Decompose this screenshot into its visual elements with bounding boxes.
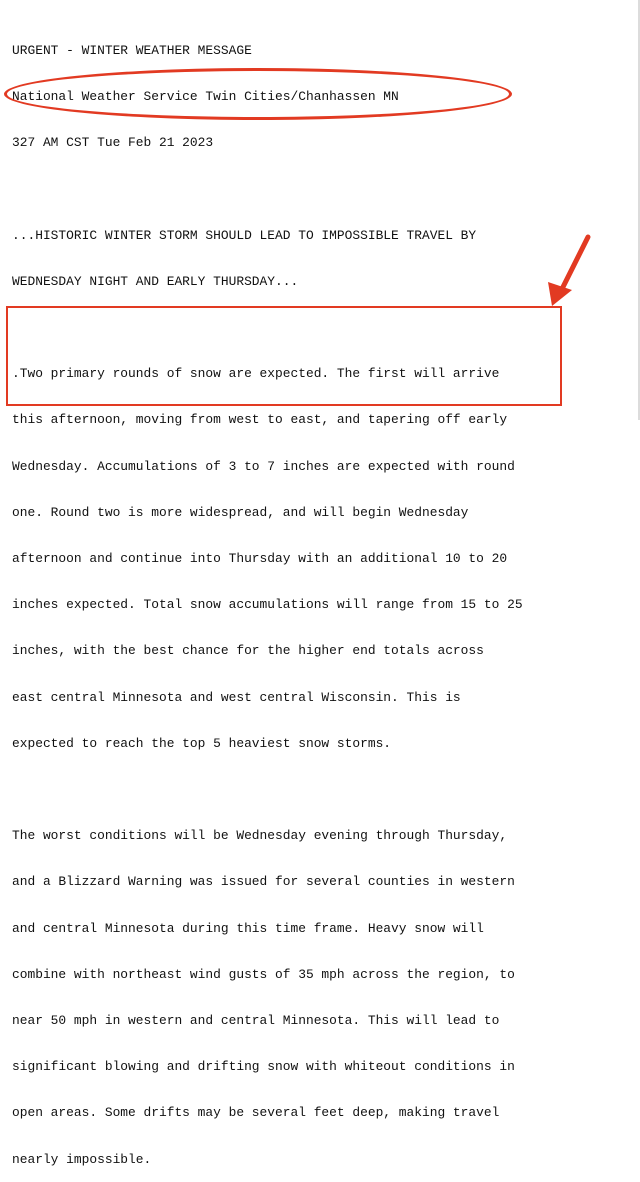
- para2-line: and central Minnesota during this time frame. Heavy snow will: [12, 920, 484, 936]
- weather-message: [12, 12, 638, 1182]
- headline-line-2: WEDNESDAY NIGHT AND EARLY THURSDAY...: [12, 273, 299, 289]
- para1-line: expected to reach the top 5 heaviest snow storms.: [12, 735, 392, 751]
- para2-line: combine with northeast wind gusts of 35 mph across the region, to: [12, 966, 515, 982]
- para2-line: near 50 mph in western and central Minnesota. This will lead to: [12, 1013, 500, 1029]
- spacer: [12, 320, 638, 335]
- para1-line: .Two primary rounds of snow are expected. The first will arrive: [12, 366, 500, 382]
- para2-line: significant blowing and drifting snow with whiteout conditions in: [12, 1059, 515, 1075]
- headline-line-1: ...HISTORIC WINTER STORM SHOULD LEAD TO IMPOSSIBLE TRAVEL BY: [12, 227, 477, 243]
- para1-line: Wednesday. Accumulations of 3 to 7 inches are expected with round: [12, 458, 515, 474]
- message-type: URGENT - WINTER WEATHER MESSAGE: [12, 42, 252, 58]
- para1-line: this afternoon, moving from west to east, and tapering off early: [12, 412, 508, 428]
- para1-line: inches, with the best chance for the higher end totals across: [12, 643, 484, 659]
- spacer: [12, 181, 638, 196]
- spacer: [12, 782, 638, 797]
- issuing-office: National Weather Service Twin Cities/Chanhassen MN: [12, 89, 399, 105]
- para2-line: The worst conditions will be Wednesday evening through Thursday,: [12, 828, 508, 844]
- para1-line: afternoon and continue into Thursday with an additional 10 to 20: [12, 551, 508, 567]
- para2-line: and a Blizzard Warning was issued for several counties in western: [12, 874, 515, 890]
- para1-line: inches expected. Total snow accumulations will range from 15 to 25: [12, 597, 523, 613]
- para2-line: open areas. Some drifts may be several feet deep, making travel: [12, 1105, 500, 1121]
- issue-time: 327 AM CST Tue Feb 21 2023: [12, 135, 214, 151]
- para1-line: east central Minnesota and west central Wisconsin. This is: [12, 689, 461, 705]
- para1-line: one. Round two is more widespread, and will begin Wednesday: [12, 504, 469, 520]
- para2-line: nearly impossible.: [12, 1151, 152, 1167]
